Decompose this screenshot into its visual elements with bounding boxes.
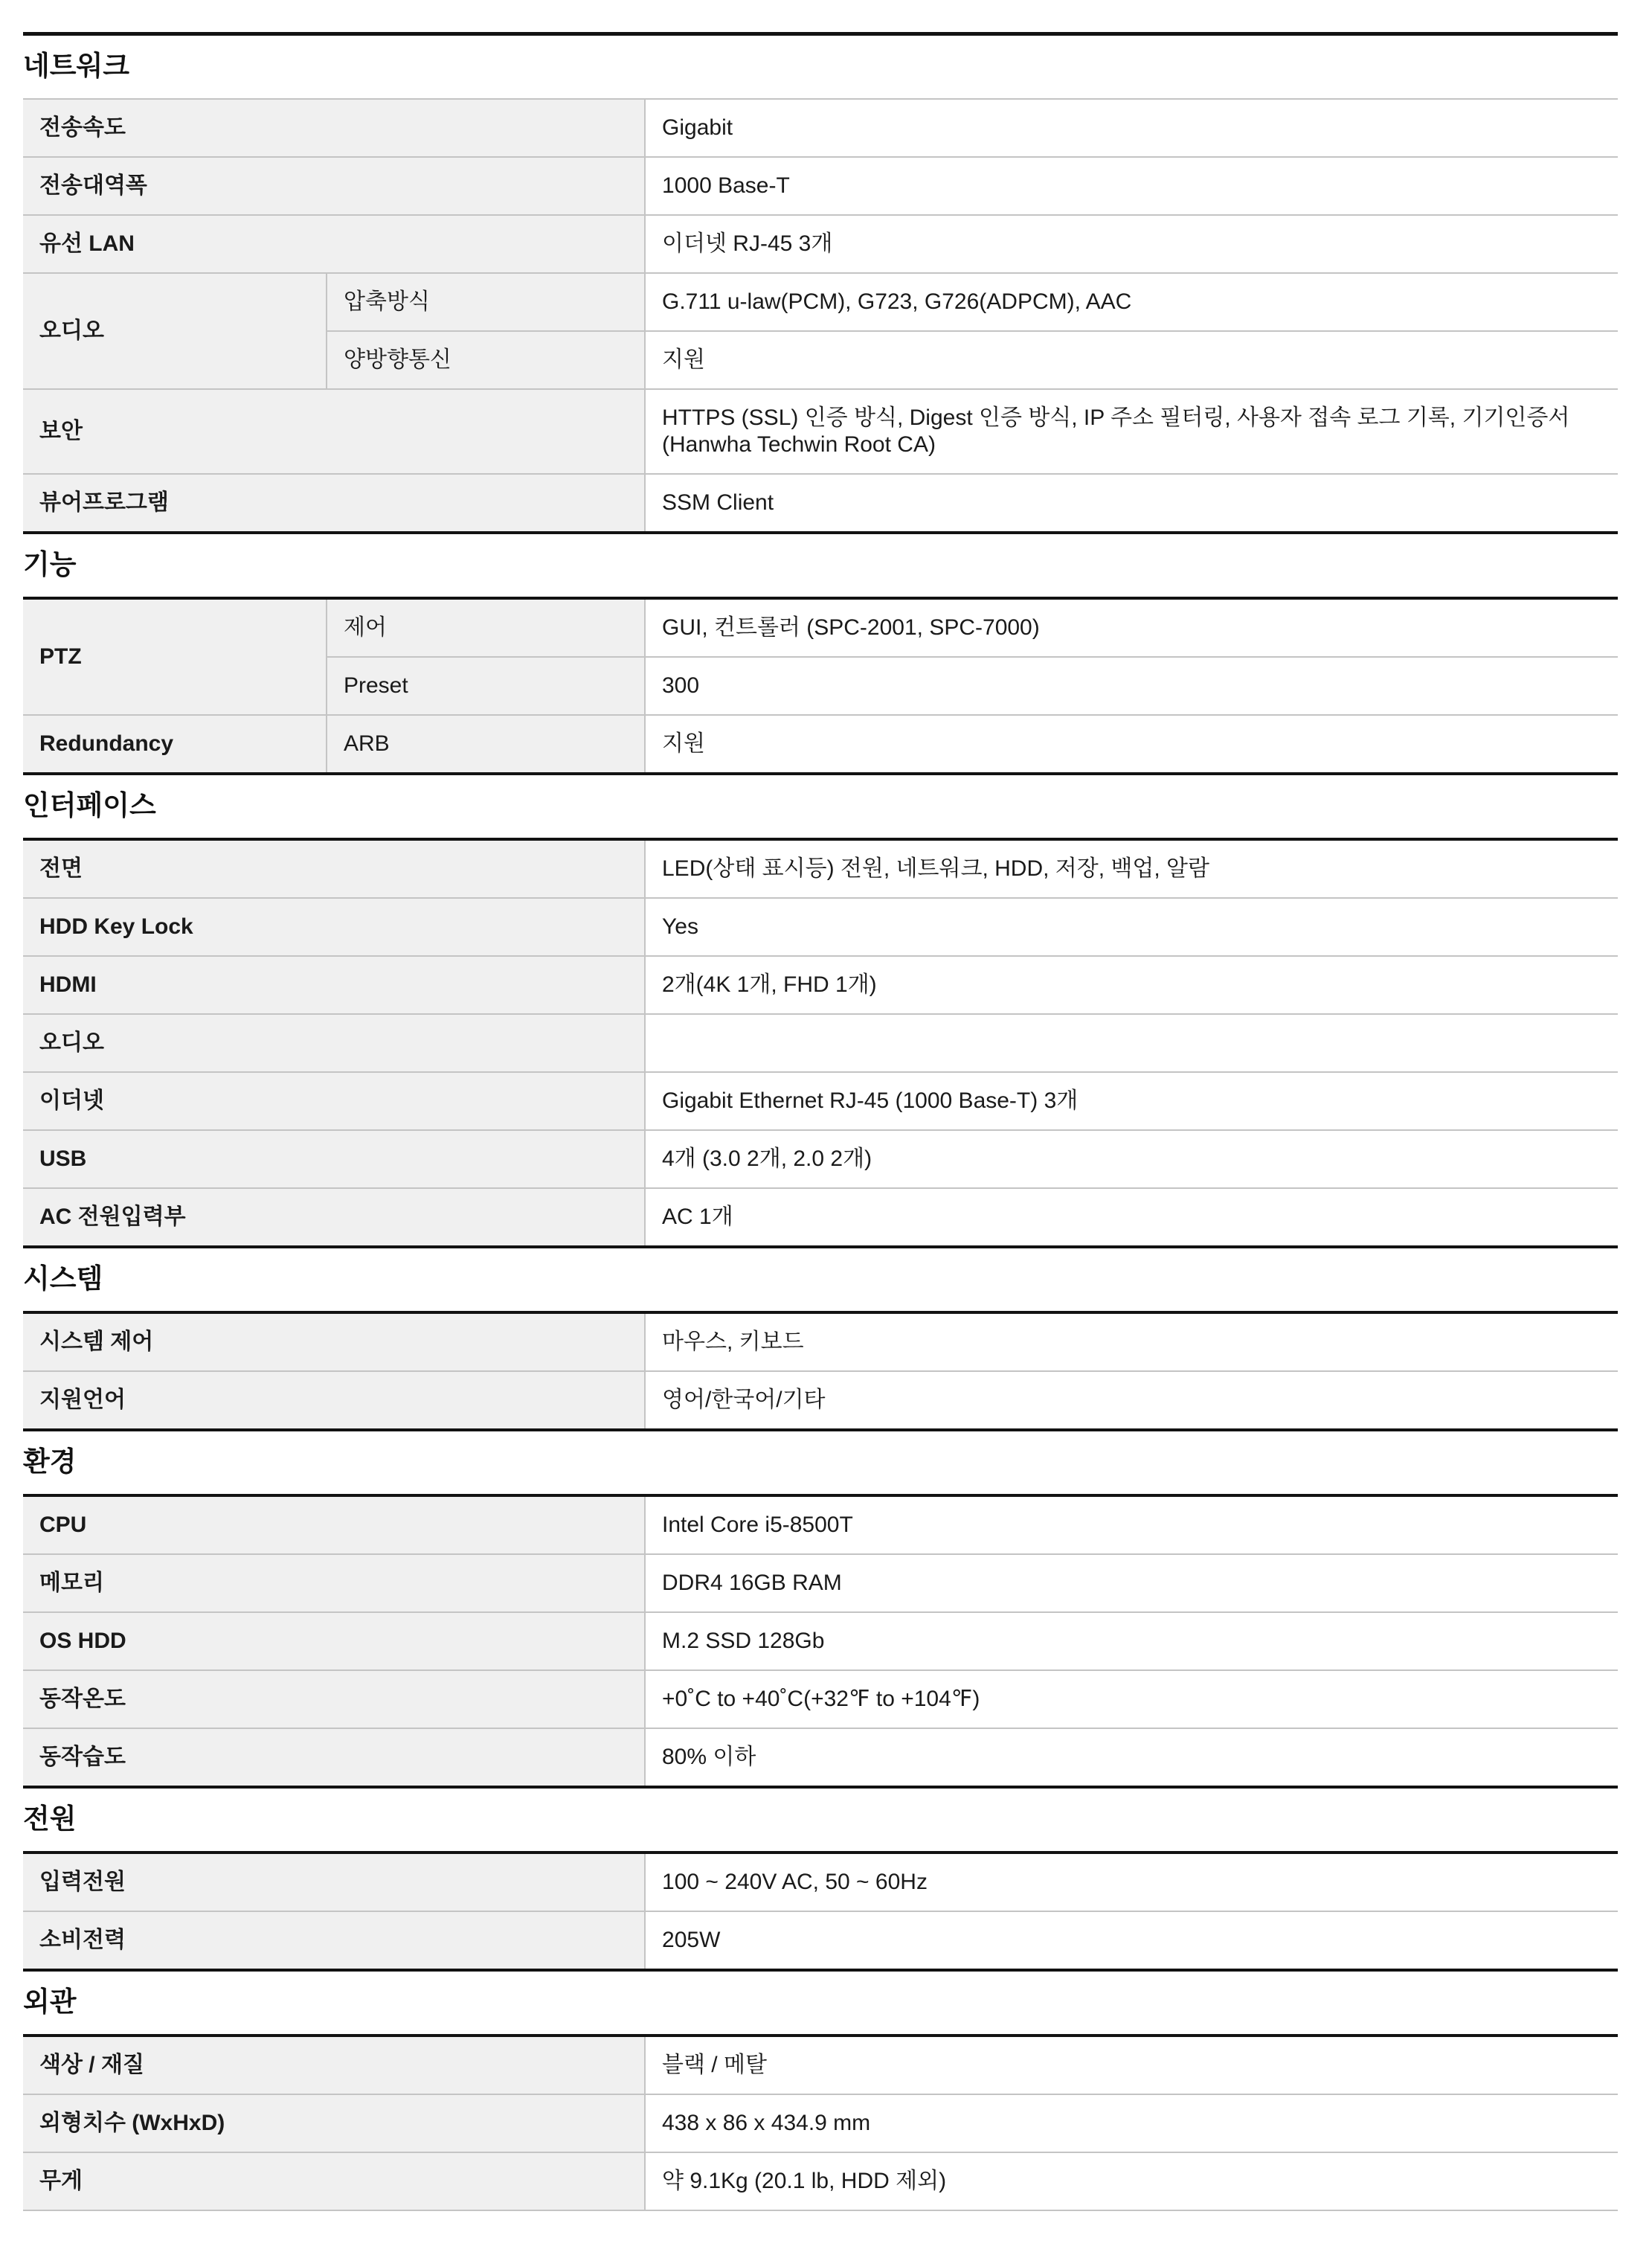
row-value: Yes	[645, 898, 1618, 956]
spec-table-system	[23, 1311, 1618, 1431]
row-value: SSM Client	[645, 474, 1618, 533]
row-sublabel: 압축방식	[327, 273, 645, 331]
row-label: 색상 / 재질	[23, 2036, 645, 2094]
spec-row	[23, 1371, 1618, 1430]
row-sublabel: Preset	[327, 657, 645, 715]
value-line: (Hanwha Techwin Root CA)	[662, 432, 936, 457]
row-label: AC 전원입력부	[23, 1188, 645, 1247]
row-value: Intel Core i5-8500T	[645, 1495, 1618, 1554]
spec-row	[23, 157, 1618, 215]
row-value: 2개(4K 1개, FHD 1개)	[645, 956, 1618, 1014]
row-label: 외형치수 (WxHxD)	[23, 2094, 645, 2152]
row-sublabel: 제어	[327, 598, 645, 657]
row-label: 보안	[23, 389, 645, 474]
row-label: USB	[23, 1130, 645, 1188]
row-value: 4개 (3.0 2개, 2.0 2개)	[645, 1130, 1618, 1188]
spec-row	[23, 1612, 1618, 1670]
spec-row	[23, 2094, 1618, 2152]
spec-row	[23, 839, 1618, 898]
row-label: 전송대역폭	[23, 157, 645, 215]
row-value: M.2 SSD 128Gb	[645, 1612, 1618, 1670]
row-label: 동작습도	[23, 1728, 645, 1787]
spec-table-interface	[23, 838, 1618, 1248]
row-label: HDMI	[23, 956, 645, 1014]
spec-row	[23, 715, 1618, 774]
spec-row	[23, 389, 1618, 474]
row-label: 소비전력	[23, 1911, 645, 1970]
row-label: 전면	[23, 839, 645, 898]
row-value: +0˚C to +40˚C(+32℉ to +104℉)	[645, 1670, 1618, 1728]
section-title-appearance: 외관	[23, 1986, 77, 2017]
row-value: 마우스, 키보드	[645, 1312, 1618, 1371]
spec-row	[23, 99, 1618, 157]
row-value: 약 9.1Kg (20.1 lb, HDD 제외)	[645, 2152, 1618, 2210]
row-value: 1000 Base-T	[645, 157, 1618, 215]
row-label: HDD Key Lock	[23, 898, 645, 956]
spec-row	[23, 1554, 1618, 1612]
section-title-interface: 인터페이스	[23, 790, 156, 821]
row-value: LED(상태 표시등) 전원, 네트워크, HDD, 저장, 백업, 알람	[645, 839, 1618, 898]
row-label: 이더넷	[23, 1072, 645, 1130]
spec-table-environment	[23, 1494, 1618, 1789]
row-label: 무게	[23, 2152, 645, 2210]
spec-row	[23, 1014, 1618, 1072]
section-title-features: 기능	[23, 549, 77, 580]
row-label: CPU	[23, 1495, 645, 1554]
row-value: DDR4 16GB RAM	[645, 1554, 1618, 1612]
section-title-power: 전원	[23, 1803, 77, 1834]
row-value: 지원	[645, 331, 1618, 389]
row-value: 205W	[645, 1911, 1618, 1970]
spec-table-features	[23, 597, 1618, 775]
row-label: 전송속도	[23, 99, 645, 157]
spec-table-appearance	[23, 2034, 1618, 2211]
spec-row	[23, 1670, 1618, 1728]
section-title-network: 네트워크	[23, 51, 129, 81]
spec-row	[23, 1853, 1618, 1911]
spec-row	[23, 1312, 1618, 1371]
row-label: OS HDD	[23, 1612, 645, 1670]
row-value: G.711 u-law(PCM), G723, G726(ADPCM), AAC	[645, 273, 1618, 331]
spec-row	[23, 598, 1618, 657]
spec-row	[23, 1072, 1618, 1130]
row-sublabel: 양방향통신	[327, 331, 645, 389]
row-value: 438 x 86 x 434.9 mm	[645, 2094, 1618, 2152]
row-label: 시스템 제어	[23, 1312, 645, 1371]
row-label: 메모리	[23, 1554, 645, 1612]
spec-table-power	[23, 1851, 1618, 1972]
row-label: Redundancy	[23, 715, 327, 774]
section-title-system: 시스템	[23, 1263, 103, 1294]
row-value: 블랙 / 메탈	[645, 2036, 1618, 2094]
row-value: GUI, 컨트롤러 (SPC-2001, SPC-7000)	[645, 598, 1618, 657]
row-value: Gigabit Ethernet RJ-45 (1000 Base-T) 3개	[645, 1072, 1618, 1130]
spec-row	[23, 2036, 1618, 2094]
row-value: AC 1개	[645, 1188, 1618, 1247]
row-value: 이더넷 RJ-45 3개	[645, 215, 1618, 273]
row-label: 유선 LAN	[23, 215, 645, 273]
row-value	[645, 1014, 1618, 1072]
row-label: 동작온도	[23, 1670, 645, 1728]
row-label: 지원언어	[23, 1371, 645, 1430]
spec-row	[23, 898, 1618, 956]
spec-row	[23, 1188, 1618, 1247]
row-label: 오디오	[23, 1014, 645, 1072]
row-label: 입력전원	[23, 1853, 645, 1911]
row-value: Gigabit	[645, 99, 1618, 157]
spec-row	[23, 474, 1618, 533]
row-label: 오디오	[23, 273, 327, 389]
row-value: 영어/한국어/기타	[645, 1371, 1618, 1430]
spec-row	[23, 273, 1618, 331]
row-value	[645, 389, 1618, 474]
row-label: 뷰어프로그램	[23, 474, 645, 533]
spec-table-network	[23, 98, 1618, 534]
row-sublabel: ARB	[327, 715, 645, 774]
spec-row	[23, 1495, 1618, 1554]
top-rule	[23, 32, 1618, 36]
row-label: PTZ	[23, 598, 327, 715]
spec-row	[23, 1728, 1618, 1787]
spec-row	[23, 2152, 1618, 2210]
spec-row	[23, 215, 1618, 273]
spec-row	[23, 1911, 1618, 1970]
row-value: 300	[645, 657, 1618, 715]
row-value: 100 ~ 240V AC, 50 ~ 60Hz	[645, 1853, 1618, 1911]
row-value: 80% 이하	[645, 1728, 1618, 1787]
row-value: 지원	[645, 715, 1618, 774]
value-line: HTTPS (SSL) 인증 방식, Digest 인증 방식, IP 주소 필터링, 사용자 접속 로그 기록, 기기인증서	[662, 405, 1570, 430]
spec-row	[23, 956, 1618, 1014]
section-title-environment: 환경	[23, 1446, 77, 1477]
spec-row	[23, 1130, 1618, 1188]
